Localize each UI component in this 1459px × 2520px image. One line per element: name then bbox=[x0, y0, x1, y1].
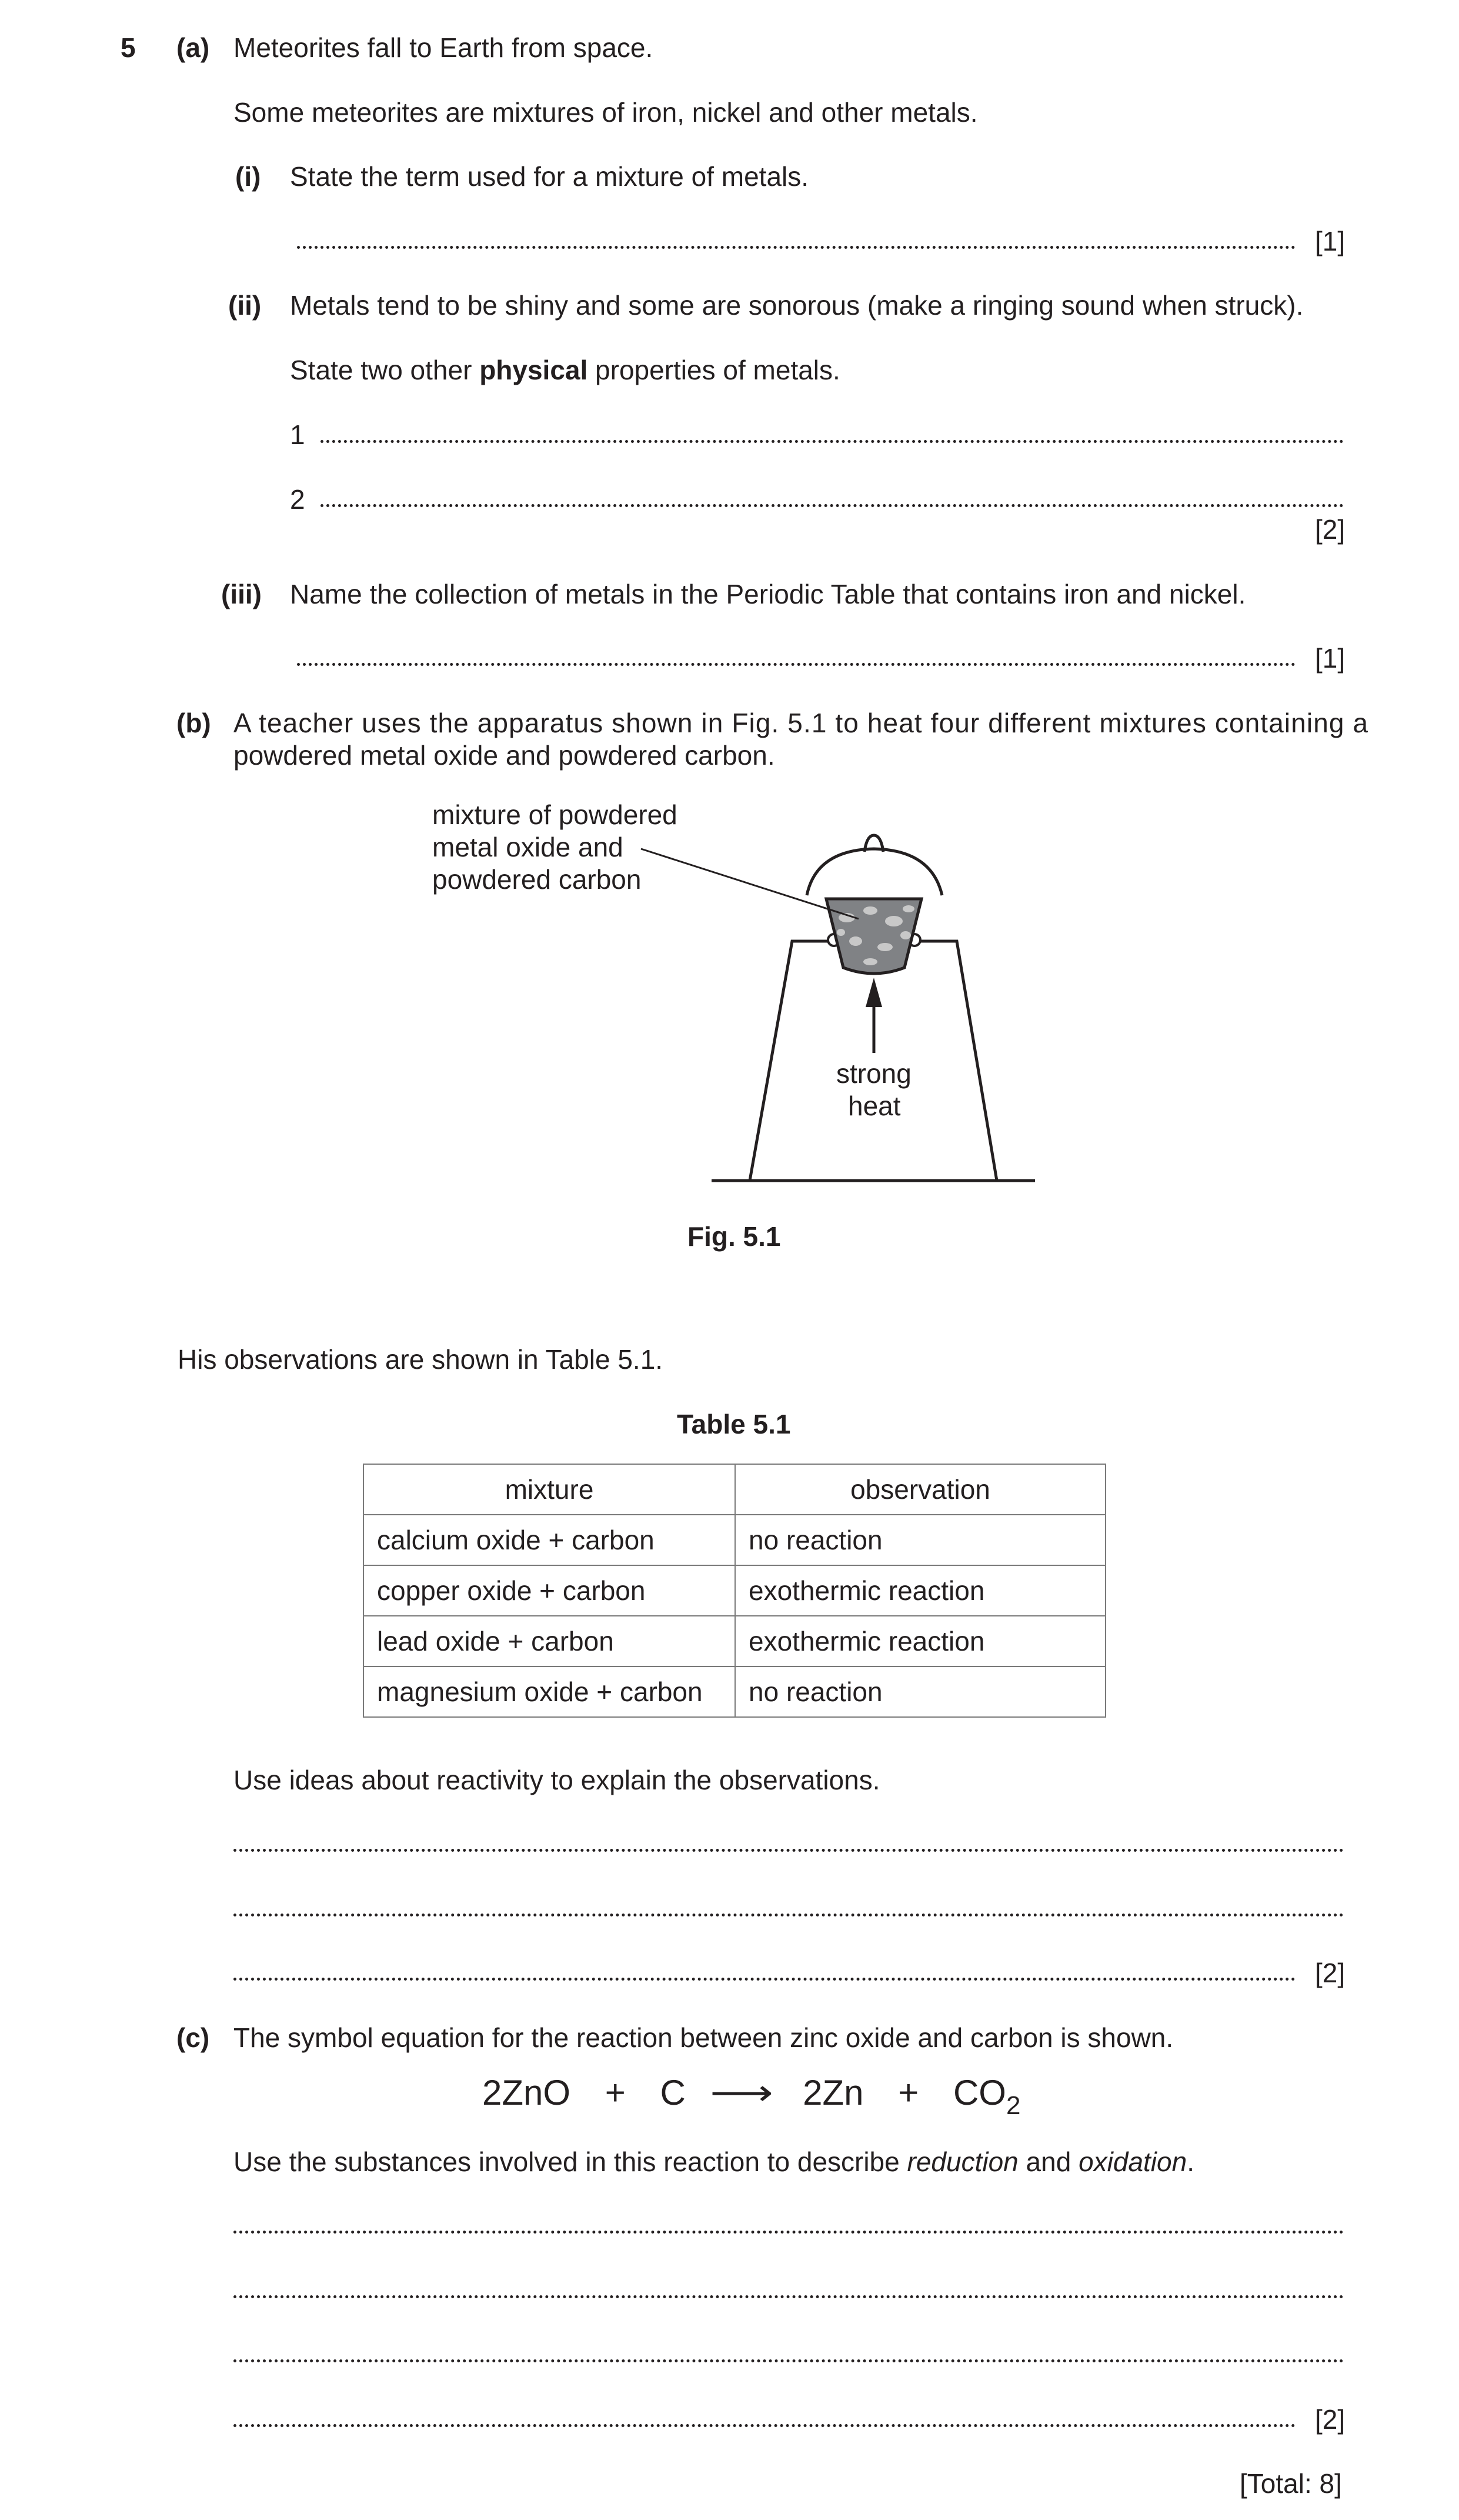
answer-line-c-1[interactable] bbox=[233, 2231, 1344, 2234]
figure-caption: Fig. 5.1 bbox=[687, 1221, 781, 1252]
table-cell-mixture: lead oxide + carbon bbox=[363, 1616, 735, 1666]
mark-b: [2] bbox=[1315, 1958, 1346, 1988]
figure-label-mixture-2: metal oxide and bbox=[432, 832, 623, 862]
figure-label-heat-2: heat bbox=[848, 1091, 901, 1121]
figure-label-mixture-3: powdered carbon bbox=[432, 864, 642, 895]
symbol-equation bbox=[482, 2072, 1021, 2120]
answer-line-b-2[interactable] bbox=[233, 1914, 1344, 1916]
part-a-iii-text: Name the collection of metals in the Periodic Table that contains iron and nickel. bbox=[290, 579, 1246, 609]
answer-line-b-1[interactable] bbox=[233, 1849, 1344, 1852]
part-c-intro: The symbol equation for the reaction between zinc oxide and carbon is shown. bbox=[233, 2022, 1174, 2053]
part-a-i-label: (i) bbox=[235, 161, 261, 192]
table-cell-mixture: copper oxide + carbon bbox=[363, 1565, 735, 1616]
mixture-leader-line bbox=[641, 849, 859, 919]
part-a-line1: Meteorites fall to Earth from space. bbox=[233, 32, 653, 63]
part-a-iii-label: (iii) bbox=[221, 579, 262, 609]
part-a-ii-prompt: State two other physical properties of metals. bbox=[290, 355, 840, 385]
part-a-ii-label: (ii) bbox=[228, 290, 262, 321]
part-b-label: (b) bbox=[176, 708, 211, 738]
observations-intro: His observations are shown in Table 5.1. bbox=[178, 1344, 663, 1375]
part-b-intro-line1: A teacher uses the apparatus shown in Fig. 5.1 to heat four different mixtures containing a bbox=[233, 708, 1369, 738]
figure-label-mixture-1: mixture of powdered bbox=[432, 799, 677, 830]
part-a-ii-text: Metals tend to be shiny and some are sonorous (make a ringing sound when struck). bbox=[290, 290, 1304, 321]
table-header-row bbox=[363, 1464, 1106, 1515]
table-header-observation: observation bbox=[735, 1464, 1106, 1515]
equation-product-1: 2Zn bbox=[803, 2073, 864, 2112]
part-c-label: (c) bbox=[176, 2022, 210, 2053]
table-header-mixture: mixture bbox=[363, 1464, 735, 1515]
crucible-lid bbox=[807, 849, 942, 895]
equation-reactant-2: C bbox=[660, 2073, 686, 2112]
answer-line-c-2[interactable] bbox=[233, 2295, 1344, 2298]
equation-subscript: 2 bbox=[1006, 2091, 1021, 2120]
part-a-line2: Some meteorites are mixtures of iron, nickel and other metals. bbox=[233, 97, 978, 128]
answer-line-c-4[interactable] bbox=[233, 2424, 1296, 2427]
equation-product-2: CO2 bbox=[953, 2073, 1021, 2120]
equation-plus-2: + bbox=[898, 2073, 919, 2112]
apparatus-diagram bbox=[0, 0, 1459, 1235]
equation-reactant-1: 2ZnO bbox=[482, 2073, 571, 2112]
mark-a-ii: [2] bbox=[1315, 514, 1346, 545]
equation-plus-1: + bbox=[605, 2073, 626, 2112]
equation-arrow: ⟶ bbox=[710, 2072, 774, 2114]
part-a-i-text: State the term used for a mixture of metals. bbox=[290, 161, 809, 192]
mark-a-i: [1] bbox=[1315, 226, 1346, 256]
table-row bbox=[363, 1515, 1106, 1565]
part-c-prompt: Use the substances involved in this reaction to describe reduction and oxidation. bbox=[233, 2146, 1194, 2177]
table-cell-mixture: magnesium oxide + carbon bbox=[363, 1666, 735, 1717]
answer-line-c-3[interactable] bbox=[233, 2359, 1344, 2362]
table-row bbox=[363, 1565, 1106, 1616]
table-cell-observation: no reaction bbox=[735, 1666, 1106, 1717]
table-cell-mixture: calcium oxide + carbon bbox=[363, 1515, 735, 1565]
part-b-prompt: Use ideas about reactivity to explain the observations. bbox=[233, 1765, 880, 1795]
table-row bbox=[363, 1666, 1106, 1717]
part-a-label: (a) bbox=[176, 32, 210, 63]
part-b-intro-line2: powdered metal oxide and powdered carbon. bbox=[233, 740, 775, 771]
figure-label-heat-1: strong bbox=[836, 1058, 912, 1089]
answer-number-1: 1 bbox=[290, 419, 305, 450]
answer-number-2: 2 bbox=[290, 484, 305, 515]
table-cell-observation: no reaction bbox=[735, 1515, 1106, 1565]
heat-arrow-head bbox=[866, 978, 882, 1007]
observations-table bbox=[363, 1464, 1106, 1718]
table-cell-observation: exothermic reaction bbox=[735, 1616, 1106, 1666]
mark-a-iii: [1] bbox=[1315, 643, 1346, 674]
total-mark: [Total: 8] bbox=[1240, 2468, 1342, 2499]
table-row bbox=[363, 1616, 1106, 1666]
question-number: 5 bbox=[121, 32, 136, 63]
table-cell-observation: exothermic reaction bbox=[735, 1565, 1106, 1616]
answer-line-b-3[interactable] bbox=[233, 1978, 1296, 1981]
mark-c: [2] bbox=[1315, 2404, 1346, 2435]
table-title: Table 5.1 bbox=[677, 1409, 791, 1439]
